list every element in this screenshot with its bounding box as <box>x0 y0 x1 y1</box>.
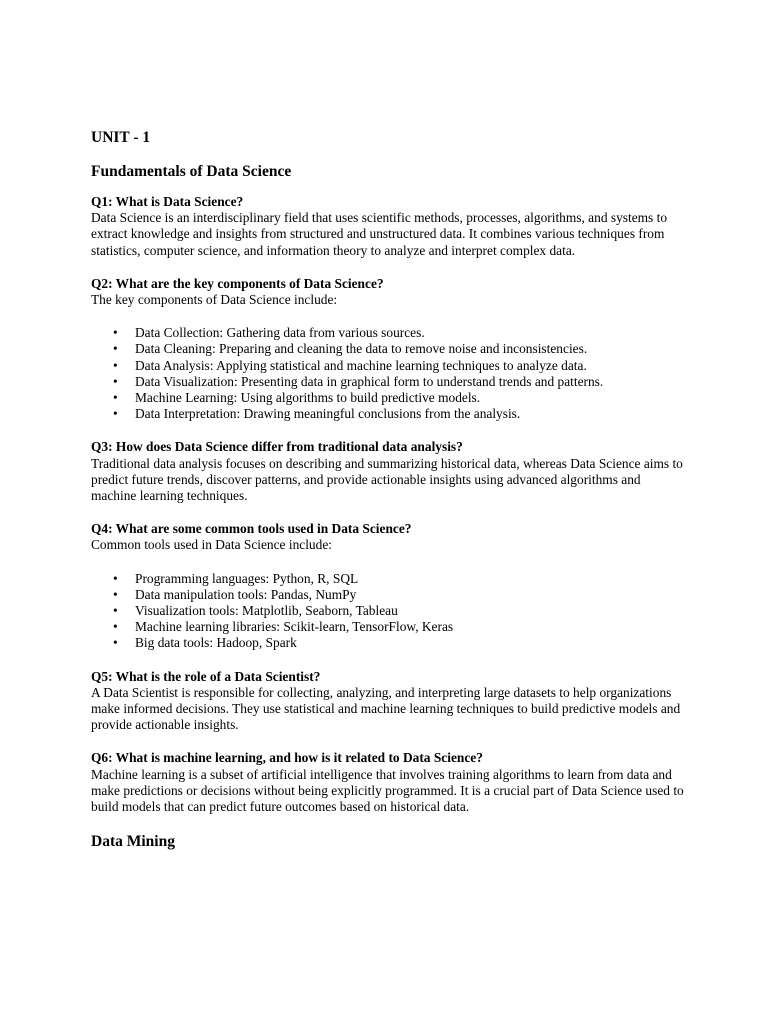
list-item <box>91 619 688 635</box>
list-item <box>91 374 688 390</box>
answer-q4: Common tools used in Data Science include: <box>91 537 332 553</box>
question-q3: Q3: How does Data Science differ from traditional data analysis? <box>91 439 463 455</box>
list-item-text: Data Analysis: Applying statistical and machine learning techniques to analyze data. <box>135 357 587 373</box>
bullet-list-q2 <box>91 325 688 422</box>
qa-block-q4 <box>91 521 688 651</box>
bullet-icon: • <box>113 619 118 635</box>
qa-block-q1 <box>91 194 688 259</box>
bullet-icon: • <box>113 325 118 341</box>
answer-q3: Traditional data analysis focuses on describing and summarizing historical data, whereas Data Science aims to predict future trends, discover patterns, and provide actionable insights using advanced algorithms and machine learning techniques. <box>91 455 683 504</box>
qa-block-q5 <box>91 669 688 734</box>
bullet-icon: • <box>113 406 118 422</box>
bullet-icon: • <box>113 341 118 357</box>
list-item <box>91 587 688 603</box>
bullet-icon: • <box>113 570 118 586</box>
list-item <box>91 390 688 406</box>
bullet-list-q4 <box>91 571 688 652</box>
list-item-text: Visualization tools: Matplotlib, Seaborn, Tableau <box>135 603 398 619</box>
list-item-text: Data Collection: Gathering data from various sources. <box>135 325 425 341</box>
qa-block-q2 <box>91 276 688 423</box>
bullet-icon: • <box>113 373 118 389</box>
unit-title: UNIT - 1 <box>91 129 151 146</box>
answer-q5: A Data Scientist is responsible for collecting, analyzing, and interpreting large datasets to help organizations make informed decisions. They use statistical and machine learning techniques to build predictive models and provide actionable insights. <box>91 684 681 733</box>
list-item <box>91 603 688 619</box>
bullet-icon: • <box>113 357 118 373</box>
answer-q1: Data Science is an interdisciplinary field that uses scientific methods, processes, algorithms, and systems to extract knowledge and insights from structured and unstructured data. It combines various techniques from statistics, computer science, and information theory to analyze and interpret complex data. <box>91 210 668 258</box>
question-q1: Q1: What is Data Science? <box>91 194 244 209</box>
list-item <box>91 358 688 374</box>
question-q6: Q6: What is machine learning, and how is it related to Data Science? <box>91 750 483 766</box>
list-item-text: Data Visualization: Presenting data in graphical form to understand trends and patterns. <box>135 373 604 389</box>
list-item <box>91 635 688 651</box>
bullet-icon: • <box>113 390 118 406</box>
list-item <box>91 341 688 357</box>
list-item-text: Programming languages: Python, R, SQL <box>135 570 359 586</box>
list-item-text: Data manipulation tools: Pandas, NumPy <box>135 586 357 602</box>
list-item-text: Machine learning libraries: Scikit-learn, TensorFlow, Keras <box>135 619 454 635</box>
list-item-text: Data Interpretation: Drawing meaningful conclusions from the analysis. <box>135 406 521 422</box>
next-section-title: Data Mining <box>91 833 175 851</box>
bullet-icon: • <box>113 635 118 651</box>
list-item <box>91 406 688 422</box>
list-item-text: Machine Learning: Using algorithms to build predictive models. <box>135 390 481 406</box>
section-title: Fundamentals of Data Science <box>91 163 292 180</box>
qa-block-q3 <box>91 439 688 504</box>
answer-q6: Machine learning is a subset of artificial intelligence that involves training algorithms to learn from data and make predictions or decisions without being explicitly programmed. It is a crucial part of Data Science used to build models that can predict future outcomes based on historical data. <box>91 766 684 815</box>
bullet-icon: • <box>113 586 118 602</box>
answer-q2: The key components of Data Science include: <box>91 292 338 308</box>
list-item <box>91 571 688 587</box>
question-q4: Q4: What are some common tools used in Data Science? <box>91 521 412 537</box>
bullet-icon: • <box>113 603 118 619</box>
list-item-text: Big data tools: Hadoop, Spark <box>135 635 297 651</box>
question-q2: Q2: What are the key components of Data Science? <box>91 275 384 291</box>
qa-block-q6 <box>91 750 688 815</box>
question-q5: Q5: What is the role of a Data Scientist? <box>91 668 321 684</box>
list-item-text: Data Cleaning: Preparing and cleaning the data to remove noise and inconsistencies. <box>135 341 588 357</box>
list-item <box>91 325 688 341</box>
